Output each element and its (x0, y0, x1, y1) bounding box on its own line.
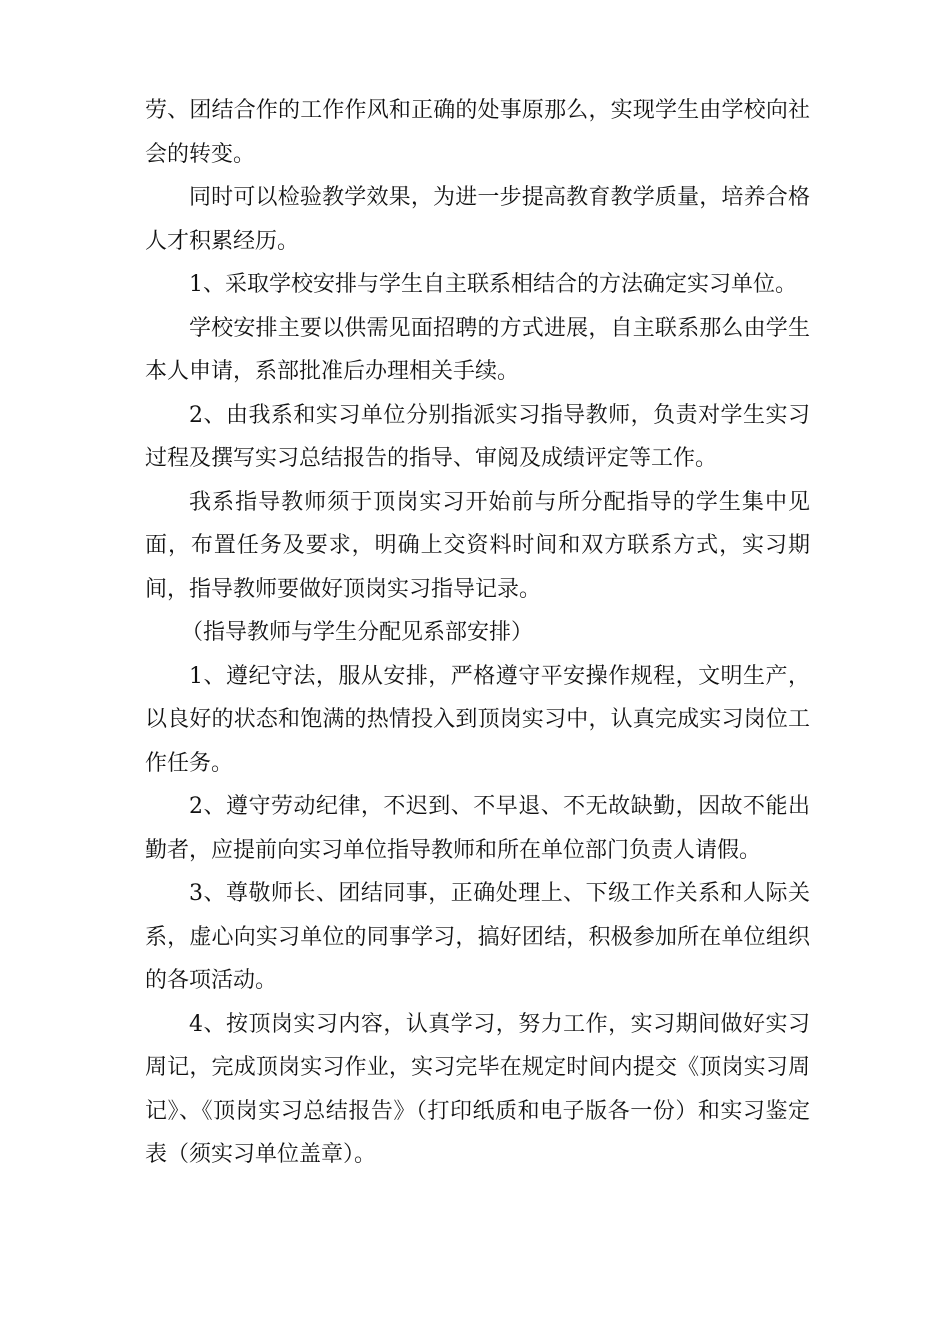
document-body (145, 89, 810, 1177)
paragraph-rule-1: 1、遵纪守法，服从安排，严格遵守平安操作规程，文明生产，以良好的状态和饱满的热情投入到顶岗实习中，认真完成实习岗位工作任务。 (145, 663, 810, 776)
paragraph-assignment-note: （指导教师与学生分配见系部安排） (181, 620, 534, 645)
paragraph-instructor-duties: 我系指导教师须于顶岗实习开始前与所分配指导的学生集中见面，布置任务及要求，明确上交资料时间和双方联系方式，实习期间，指导教师要做好顶岗实习指导记录。 (145, 489, 810, 602)
paragraph-rule-4: 4、按顶岗实习内容，认真学习，努力工作，实习期间做好实习周记，完成顶岗实习作业，实习完毕在规定时间内提交《顶岗实习周记》、《顶岗实习总结报告》（打印纸质和电子版各一份）和实习鉴定表（须实习单位盖章）。 (145, 1011, 810, 1167)
paragraph-continuation: 劳、团结合作的工作作风和正确的处事原那么，实现学生由学校向社会的转变。 (145, 98, 810, 167)
paragraph-teaching-effect: 同时可以检验教学效果，为进一步提高教育教学质量，培养合格人才积累经历。 (145, 185, 810, 254)
paragraph-item-1-placement: 1、采取学校安排与学生自主联系相结合的方法确定实习单位。 (189, 272, 797, 297)
paragraph-school-arrangement: 学校安排主要以供需见面招聘的方式进展，自主联系那么由学生本人申请，系部批准后办理相关手续。 (145, 315, 810, 384)
paragraph-rule-2: 2、遵守劳动纪律，不迟到、不早退、不无故缺勤，因故不能出勤者，应提前向实习单位指导教师和所在单位部门负责人请假。 (145, 794, 810, 863)
paragraph-item-2-instructors: 2、由我系和实习单位分别指派实习指导教师，负责对学生实习过程及撰写实习总结报告的指导、审阅及成绩评定等工作。 (145, 402, 810, 471)
paragraph-rule-3: 3、尊敬师长、团结同事，正确处理上、下级工作关系和人际关系，虚心向实习单位的同事学习，搞好团结，积极参加所在单位组织的各项活动。 (145, 881, 810, 993)
